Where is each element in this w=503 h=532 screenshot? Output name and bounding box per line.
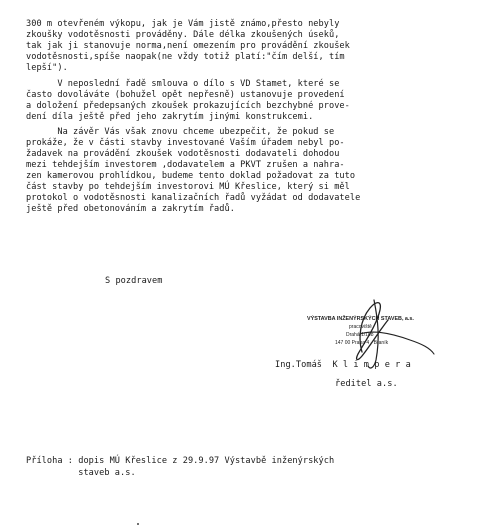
body-line: často dovoláváte (bohužel opět nepřesně) ustanovuje provedení xyxy=(26,90,345,100)
body-line: ještě před obetonováním a zakrytím řadů. xyxy=(26,204,235,214)
signatory-name: Ing.Tomáš K l i m p e r a xyxy=(275,360,411,370)
signatory-title: ředitel a.s. xyxy=(335,379,398,389)
body-line: 300 m otevřeném výkopu, jak je Vám jistě známo,přesto nebyly xyxy=(26,19,340,29)
stamp-line: pracoviště xyxy=(349,324,372,330)
body-line: protokol o vodotěsnosti kanalizačních řadů vyžádat od dodavatele xyxy=(26,193,361,203)
body-line: tak jak ji stanovuje norma,není omezením pro provádění zkoušek xyxy=(26,41,350,51)
body-line: prokáže, že v části stavby investované Vaším úřadem nebyl po- xyxy=(26,138,345,148)
body-line: dení díla ještě před jeho zakrytím jinými konstrukcemi. xyxy=(26,112,314,122)
body-line: Na závěr Vás však znovu chceme ubezpečit, že pokud se xyxy=(26,127,335,137)
body-line: část stavby po tehdejším investorovi MÚ Křeslice, který si měl xyxy=(26,182,350,192)
stamp-line: 147 00 Praha 4 - Braník xyxy=(335,340,389,346)
body-line: lepší"). xyxy=(26,63,68,73)
body-line: mezi tehdejším investorem ,dodavatelem a PKVT zrušen a nahra- xyxy=(26,160,345,170)
stamp-line: Drahá 1/108 xyxy=(346,332,374,338)
body-line: a doložení předepsaných zkoušek prokazujících bezchybné prove- xyxy=(26,101,350,111)
handwritten-signature xyxy=(300,290,450,370)
attachment-line: staveb a.s. xyxy=(26,468,136,478)
attachment-line: Příloha : dopis MÚ Křeslice z 29.9.97 Výstavbě inženýrských xyxy=(26,456,335,466)
body-line: žadavek na provádění zkoušek vodotěsnosti dodavateli dohodou xyxy=(26,149,340,159)
body-line: vodotěsnosti,spíše naopak(ne vždy totiž platí:"čím delší, tím xyxy=(26,52,345,62)
scan-speck xyxy=(137,523,139,525)
body-line: zkoušky vodotěsnosti prováděny. Dále délka zkoušených úseků, xyxy=(26,30,340,40)
stamp-title: VÝSTAVBA INŽENÝRSKÝCH STAVEB, a.s. xyxy=(307,316,414,322)
greeting: S pozdravem xyxy=(105,276,163,286)
body-line: zen kamerovou prohlídkou, budeme tento doklad požadovat za tuto xyxy=(26,171,356,181)
body-line: V neposlední řadě smlouva o dílo s VD Stamet, které se xyxy=(26,79,340,89)
